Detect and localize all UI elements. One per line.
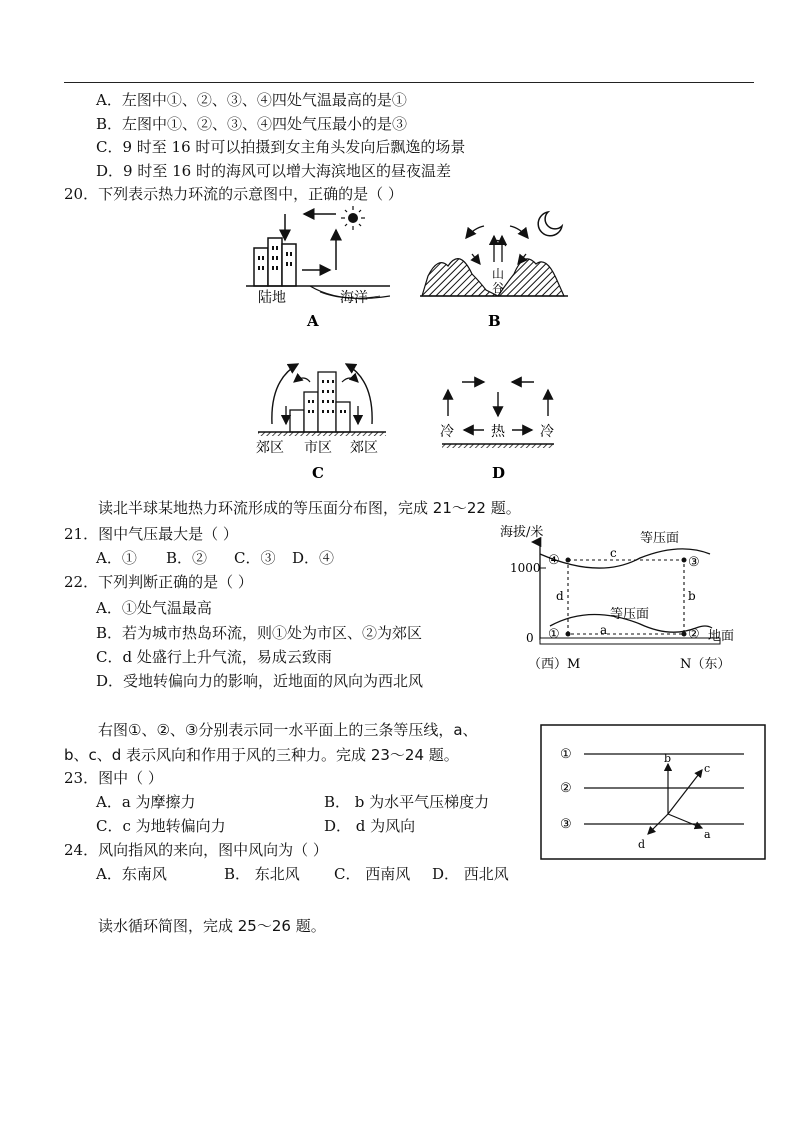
intro-23-24-line2: b、c、d 表示风向和作用于风的三种力。完成 23～24 题。: [64, 746, 459, 764]
fig20-b-mountain: 山: [492, 267, 505, 281]
fig23-a: a: [704, 828, 711, 841]
intro-25-26: 读水循环简图，完成 25～26 题。: [98, 917, 326, 935]
fig20-c-city: 市区: [304, 440, 332, 456]
q24-option-b: B． 东北风: [224, 865, 300, 883]
q21-option-d: D．④: [292, 549, 335, 567]
fig23-isobar-2: ②: [560, 781, 572, 796]
header-rule: [64, 82, 754, 83]
fig20-b-label: B: [488, 312, 501, 330]
fig20-d-cold-right: 冷: [540, 424, 554, 440]
fig20-d-hot: 热: [491, 424, 505, 440]
q19-option-a: A．左图中①、②、③、④四处气温最高的是①: [96, 91, 407, 109]
q21-option-c: C．③: [234, 549, 276, 567]
fig21-ground: 地面: [708, 629, 735, 644]
fig20-c: [254, 352, 390, 482]
q23-option-d: D． d 为风向: [324, 817, 416, 835]
fig20-a-sea: 海洋: [340, 290, 368, 306]
fig21-isobar: [500, 520, 760, 680]
fig20-c-suburb-left: 郊区: [256, 440, 284, 456]
q24-options: [96, 864, 536, 884]
q22-option-c: C．d 处盛行上升气流，易成云致雨: [96, 648, 332, 666]
q19-option-c: C．9 时至 16 时可以拍摄到女主角头发向后飘逸的场景: [96, 138, 466, 156]
fig20-a-land: 陆地: [258, 290, 286, 306]
fig20-c-suburb-right: 郊区: [350, 440, 378, 456]
fig21-d: d: [556, 589, 564, 603]
q23-stem: 23．图中（ ）: [64, 769, 163, 787]
fig23-isobar-3: ③: [560, 817, 572, 832]
q19-option-b: B．左图中①、②、③、④四处气压最小的是③: [96, 115, 408, 133]
fig23-c: c: [704, 762, 711, 775]
fig21-point-1: ①: [548, 627, 560, 642]
fig21-east-n: N（东）: [680, 657, 731, 672]
fig20-d: [434, 370, 564, 482]
fig21-point-2: ②: [688, 627, 700, 642]
fig21-bottom-isobar-label: 等压面: [610, 607, 650, 622]
q21-stem: 21．图中气压最大是（ ）: [64, 525, 238, 543]
fig23-forces: [540, 724, 766, 860]
q19-option-d: D．9 时至 16 时的海风可以增大海滨地区的昼夜温差: [96, 162, 451, 180]
fig21-point-3: ③: [688, 555, 700, 570]
q21-options: [96, 548, 396, 568]
fig23-d: d: [638, 838, 646, 851]
q23-option-a: A．a 为摩擦力: [96, 793, 196, 811]
fig21-a: a: [600, 623, 608, 637]
fig20-c-label: C: [312, 464, 324, 482]
fig21-y0: 0: [526, 631, 534, 645]
q24-option-a: A．东南风: [96, 865, 167, 883]
fig20-d-label: D: [492, 464, 506, 482]
fig21-c: c: [610, 546, 617, 560]
fig21-west-m: （西）M: [528, 657, 581, 672]
q24-option-c: C． 西南风: [334, 865, 411, 883]
fig20-a-label: A: [307, 312, 319, 330]
fig23-b: b: [664, 752, 672, 765]
fig20-b: [414, 204, 574, 330]
q23-option-b: B． b 为水平气压梯度力: [324, 793, 490, 811]
q22-option-b: B．若为城市热岛环流，则①处为市区、②为郊区: [96, 624, 423, 642]
q22-stem: 22．下列判断正确的是（ ）: [64, 573, 253, 591]
fig21-y1000: 1000: [510, 561, 541, 575]
q20-stem: 20．下列表示热力环流的示意图中，正确的是（ ）: [64, 185, 403, 203]
fig21-ylabel: 海拔/米: [500, 525, 544, 540]
q24-option-d: D． 西北风: [432, 865, 509, 883]
q24-stem: 24．风向指风的来向，图中风向为（ ）: [64, 841, 328, 859]
q22-option-a: A．①处气温最高: [96, 599, 212, 617]
q21-option-a: A．①: [96, 549, 137, 567]
q23-option-c: C．c 为地转偏向力: [96, 817, 226, 835]
fig20-d-cold-left: 冷: [440, 424, 454, 440]
q22-option-d: D．受地转偏向力的影响，近地面的风向为西北风: [96, 672, 424, 690]
fig21-top-isobar-label: 等压面: [640, 531, 680, 546]
fig21-b: b: [688, 589, 696, 603]
intro-21-22: 读北半球某地热力环流形成的等压面分布图，完成 21～22 题。: [98, 499, 521, 517]
fig20-a: [240, 204, 390, 330]
intro-23-24-line1: 右图①、②、③分别表示同一水平面上的三条等压线，a、: [98, 721, 478, 739]
fig21-point-4: ④: [548, 553, 560, 568]
q21-option-b: B．②: [166, 549, 208, 567]
fig20-b-valley: 谷: [492, 281, 505, 295]
fig23-isobar-1: ①: [560, 747, 572, 762]
